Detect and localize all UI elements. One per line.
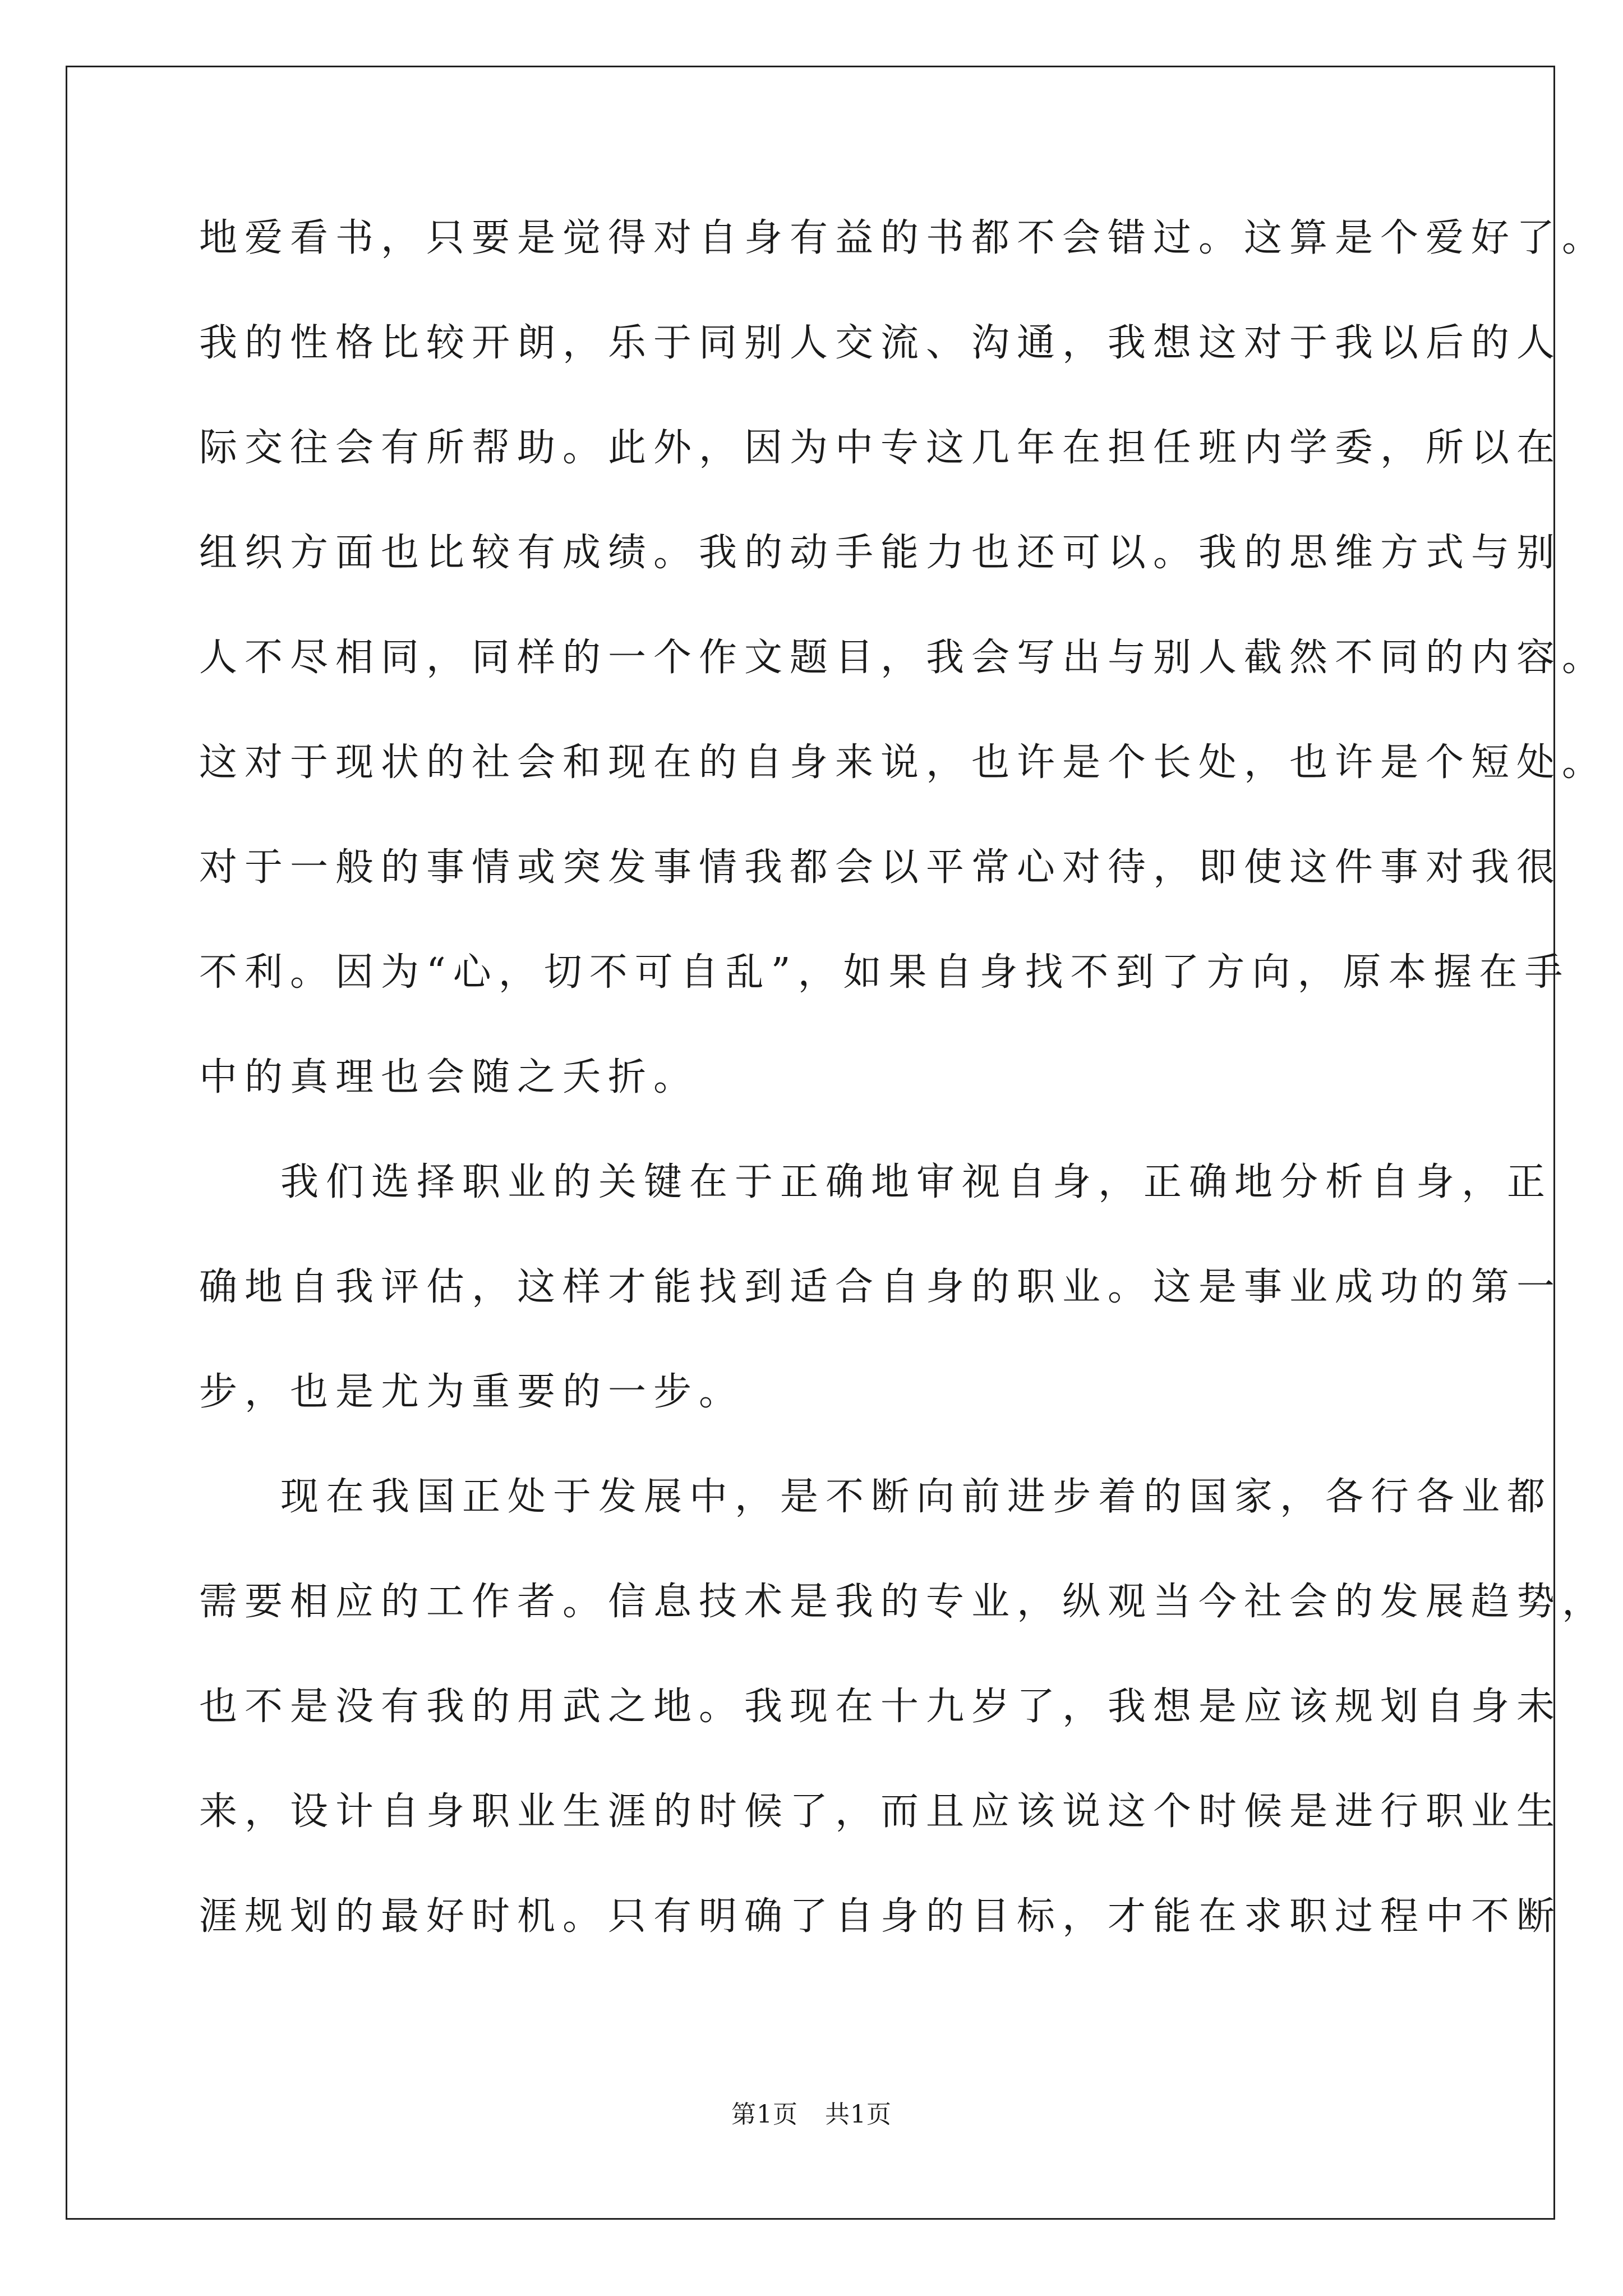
- text-line: 来，设计自身职业生涯的时候了，而且应该说这个时候是进行职业生: [199, 1789, 1562, 1834]
- text-line: 涯规划的最好时机。只有明确了自身的目标，才能在求职过程中不断: [199, 1894, 1562, 1939]
- page-number: 第1页: [731, 2100, 798, 2129]
- document-body: [199, 208, 1608, 1991]
- page-total: 共1页: [825, 2100, 892, 2129]
- text-line: 也不是没有我的用武之地。我现在十九岁了，我想是应该规划自身未: [199, 1685, 1562, 1729]
- text-line: 组织方面也比较有成绩。我的动手能力也还可以。我的思维方式与别: [199, 531, 1562, 575]
- paragraph-first-line: 现在我国正处于发展中，是不断向前进步着的国家，各行各业都: [280, 1475, 1553, 1519]
- text-line: 对于一般的事情或突发事情我都会以平常心对待，即使这件事对我很: [199, 845, 1562, 890]
- text-line: 际交往会有所帮助。此外，因为中专这几年在担任班内学委，所以在: [199, 426, 1562, 470]
- text-line: 这对于现状的社会和现在的自身来说，也许是个长处，也许是个短处。: [199, 740, 1608, 785]
- paragraph-first-line: 我们选择职业的关键在于正确地审视自身，正确地分析自身，正: [280, 1160, 1553, 1204]
- text-line: 步，也是尤为重要的一步。: [199, 1370, 745, 1414]
- text-line: 需要相应的工作者。信息技术是我的专业，纵观当今社会的发展趋势，: [199, 1580, 1608, 1624]
- text-line: 确地自我评估，这样才能找到适合自身的职业。这是事业成功的第一: [199, 1265, 1562, 1309]
- page-footer: [0, 2098, 1623, 2132]
- text-line: 我的性格比较开朗，乐于同别人交流、沟通，我想这对于我以后的人: [199, 321, 1562, 365]
- text-line: 不利。因为“心，切不可自乱”，如果自身找不到了方向，原本握在手: [199, 950, 1570, 995]
- text-line: 中的真理也会随之夭折。: [199, 1055, 699, 1099]
- text-line: 人不尽相同，同样的一个作文题目，我会写出与别人截然不同的内容。: [199, 636, 1608, 680]
- text-line: 地爱看书，只要是觉得对自身有益的书都不会错过。这算是个爱好了。: [199, 216, 1608, 260]
